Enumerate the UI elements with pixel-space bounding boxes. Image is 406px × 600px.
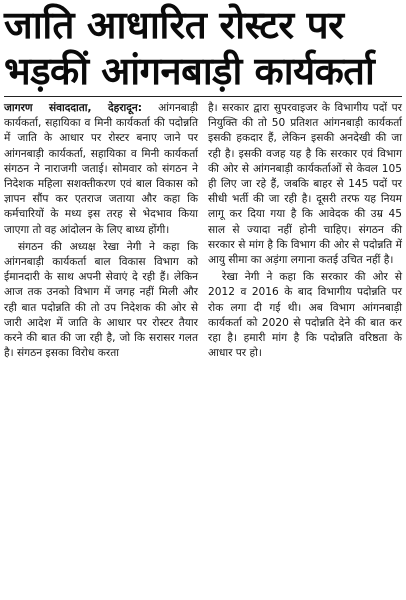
headline-line-2: भड़कीं आंगनबाड़ी कार्यकर्ता xyxy=(4,49,375,93)
paragraph-1-text: आंगनबाड़ी कार्यकर्ता, सहायिका व मिनी कार्यकर्ता की पदोन्नति में जाति के आधार पर रोस्टर बनाए जाने पर आंगनबाड़ी कार्यकर्ता, सहायिका व मिनी कार्यकर्ता संगठन ने नाराजगी जताई। सोमवार को संगठन ने निदेशक महिला सशक्तीकरण एवं बाल विकास को ज्ञापन सौंप कर एतराज जताया और कहा कि कर्मचारियों के मध्य इस तरह से भेदभाव किया जाएगा तो वह आंदोलन के लिए बाध्य होंगी। xyxy=(4,102,198,236)
headline-line-1: जाति आधारित रोस्टर पर xyxy=(4,3,344,47)
headline-rule xyxy=(4,96,402,97)
left-column xyxy=(4,101,198,361)
article-body xyxy=(4,101,402,361)
headline xyxy=(4,2,402,94)
right-column xyxy=(208,101,402,361)
dateline: जागरण संवाददाता, देहरादून: xyxy=(4,102,143,114)
paragraph-3: है। सरकार द्वारा सुपरवाइजर के विभागीय पदों पर नियुक्ति की तो 50 प्रतिशत आंगनबाड़ी कार्यकर्ता इसकी हकदार हैं, लेकिन इसकी अनदेखी की जा रही है। इसकी वजह यह है कि सरकार एवं विभाग की ओर से आंगनबाड़ी कार्यकर्ताओं से केवल 105 ही लिए जा रहे हैं, जबकि बाहर से 145 पदों पर सीधी भर्ती की जा रही है। दूसरी तरफ यह नियम लागू कर दिया गया है कि आवेदक की उम्र 45 साल से ज्यादा नहीं होनी चाहिए। संगठन की सरकार से मांग है कि विभाग की ओर से पदोन्नति में आयु सीमा का अड़ंगा लगाना कतई उचित नहीं है। xyxy=(208,102,402,267)
paragraph-2: संगठन की अध्यक्ष रेखा नेगी ने कहा कि आंगनबाड़ी कार्यकर्ता बाल विकास विभाग को ईमानदारी के साथ अपनी सेवाएं दे रही हैं। लेकिन आज तक उनको विभाग में जगह नहीं मिली और रही बात पदोन्नति की तो उप निदेशक की ओर से जारी आदेश में जाति के आधार पर रोस्टर तैयार करने की बात की जा रही है, जो कि सरासर गलत है। संगठन इसका विरोध करता xyxy=(4,240,198,360)
paragraph-1 xyxy=(4,101,198,238)
paragraph-4: रेखा नेगी ने कहा कि सरकार की ओर से 2012 व 2016 के बाद विभागीय पदोन्नति पर रोक लगा दी गई थी। अब विभाग आंगनबाड़ी कार्यकर्ता को 2020 से पदोन्नति देने की बात कर रहा है। हमारी मांग है कि पदोन्नति वरिष्ठता के आधार पर हो। xyxy=(208,271,402,360)
news-clipping xyxy=(0,2,406,600)
